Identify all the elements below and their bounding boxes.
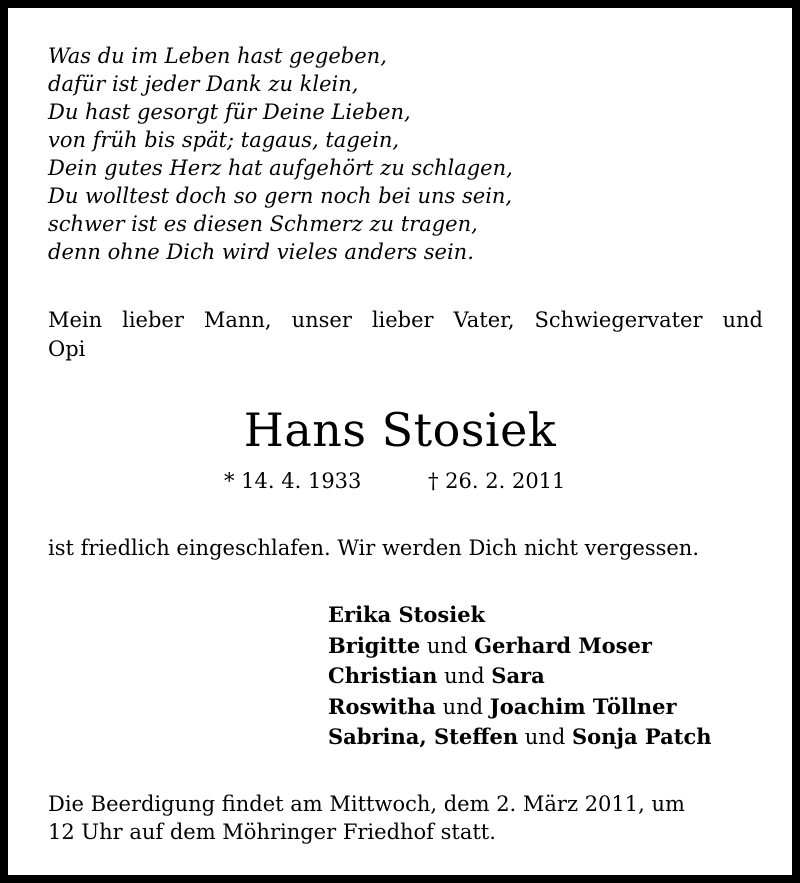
funeral-line: Die Beerdigung findet am Mittwoch, dem 2. März 2011, um <box>48 792 685 816</box>
intro-word: Vater, <box>453 308 515 332</box>
intro-text <box>48 306 763 364</box>
poem-line: Dein gutes Herz hat aufgehört zu schlagen, <box>48 156 513 180</box>
poem-line: schwer ist es diesen Schmerz zu tragen, <box>48 212 478 236</box>
mourner-line <box>328 600 788 631</box>
mourner-line <box>328 722 788 753</box>
poem-line: Du hast gesorgt für Deine Lieben, <box>48 100 411 124</box>
intro-line <box>48 306 763 335</box>
poem-line: denn ohne Dich wird vieles anders sein. <box>48 240 474 264</box>
mourner-line <box>328 692 788 723</box>
funeral-info <box>48 790 768 846</box>
memorial-poem <box>48 42 748 266</box>
intro-word: lieber <box>371 308 434 332</box>
mourner-name: Gerhard Moser <box>474 632 652 658</box>
mourners-list <box>328 600 788 753</box>
death-date: † 26. 2. 2011 <box>428 469 566 493</box>
mourner-line <box>328 631 788 662</box>
conjunction: und <box>426 633 468 658</box>
intro-word: Mann, <box>203 308 272 332</box>
poem-line: Was du im Leben hast gegeben, <box>48 44 387 68</box>
conjunction: und <box>444 664 485 688</box>
birth-date: * 14. 4. 1933 <box>224 469 362 493</box>
mourner-name: Joachim Töllner <box>489 693 677 719</box>
intro-line: Opi <box>48 337 86 361</box>
mourner-name: Erika Stosiek <box>328 602 486 627</box>
closing-sentence: ist friedlich eingeschlafen. Wir werden Dich nicht vergessen. <box>48 536 700 560</box>
poem-line: Du wolltest doch so gern noch bei uns sein, <box>48 184 513 208</box>
conjunction: und <box>442 694 484 719</box>
mourner-name: Brigitte <box>328 632 421 658</box>
funeral-line: 12 Uhr auf dem Möhringer Friedhof statt. <box>48 820 496 844</box>
intro-word: lieber <box>122 308 184 332</box>
intro-word: Schwiegervater <box>534 308 703 332</box>
intro-word: unser <box>291 308 352 332</box>
poem-line: von früh bis spät; tagaus, tagein, <box>48 128 400 152</box>
intro-word: Mein <box>48 308 103 332</box>
mourner-name: Roswitha <box>328 693 436 719</box>
poem-line: dafür ist jeder Dank zu klein, <box>48 72 359 96</box>
deceased-name: Hans Stosiek <box>243 403 557 457</box>
conjunction: und <box>524 725 566 749</box>
mourner-line <box>328 661 788 692</box>
mourner-name: Christian <box>328 663 438 688</box>
mourner-name: Sonja Patch <box>571 724 712 749</box>
mourner-name: Sara <box>491 663 545 688</box>
intro-word: und <box>722 308 763 332</box>
mourner-name: Sabrina, Steffen <box>328 724 519 749</box>
